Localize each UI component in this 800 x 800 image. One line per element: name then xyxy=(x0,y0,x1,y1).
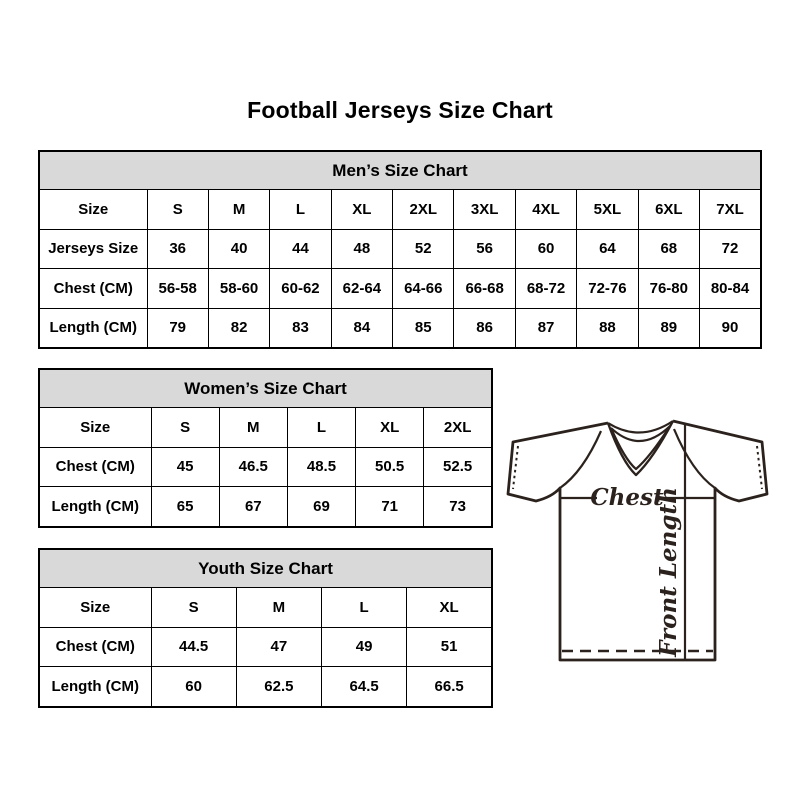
table-row xyxy=(39,190,761,230)
table-row xyxy=(39,447,492,487)
cell-value: 36 xyxy=(147,229,208,269)
row-label: Length (CM) xyxy=(39,667,151,707)
cell-value: S xyxy=(151,408,219,448)
table-title: Men’s Size Chart xyxy=(39,151,761,190)
youth-size-table-grid xyxy=(38,548,493,708)
cell-value: 56 xyxy=(454,229,515,269)
cell-value: S xyxy=(151,588,236,628)
cell-value: 62-64 xyxy=(331,269,392,309)
cell-value: 47 xyxy=(236,627,321,667)
table-title: Youth Size Chart xyxy=(39,549,492,588)
cell-value: 90 xyxy=(700,308,761,348)
cell-value: S xyxy=(147,190,208,230)
womens-size-table-grid xyxy=(38,368,493,528)
cell-value: 58-60 xyxy=(208,269,269,309)
table-title: Women’s Size Chart xyxy=(39,369,492,408)
cell-value: 72-76 xyxy=(577,269,638,309)
row-label: Length (CM) xyxy=(39,487,151,527)
jersey-left-cuff-stitch xyxy=(513,446,518,489)
jersey-left-armhole-seam xyxy=(560,431,601,488)
page-title: Football Jerseys Size Chart xyxy=(247,97,553,123)
cell-value: 64.5 xyxy=(322,667,407,707)
table-row xyxy=(39,667,492,707)
cell-value: 85 xyxy=(393,308,454,348)
cell-value: 5XL xyxy=(577,190,638,230)
chest-measure-label: Chest xyxy=(590,484,664,511)
cell-value: M xyxy=(208,190,269,230)
cell-value: 79 xyxy=(147,308,208,348)
cell-value: XL xyxy=(356,408,424,448)
row-label: Chest (CM) xyxy=(39,627,151,667)
row-label: Length (CM) xyxy=(39,308,147,348)
table-row xyxy=(39,308,761,348)
row-label: Size xyxy=(39,190,147,230)
cell-value: 44.5 xyxy=(151,627,236,667)
cell-value: 84 xyxy=(331,308,392,348)
table-row xyxy=(39,487,492,527)
jersey-outline xyxy=(508,421,767,660)
cell-value: 46.5 xyxy=(219,447,287,487)
cell-value: XL xyxy=(407,588,492,628)
youth-size-table xyxy=(38,548,493,708)
front-length-measure-label: Front Length xyxy=(655,487,682,657)
table-row xyxy=(39,408,492,448)
cell-value: 72 xyxy=(700,229,761,269)
cell-value: 76-80 xyxy=(638,269,699,309)
cell-value: 40 xyxy=(208,229,269,269)
cell-value: 4XL xyxy=(515,190,576,230)
cell-value: 62.5 xyxy=(236,667,321,707)
cell-value: 71 xyxy=(356,487,424,527)
cell-value: 66.5 xyxy=(407,667,492,707)
cell-value: 88 xyxy=(577,308,638,348)
cell-value: 86 xyxy=(454,308,515,348)
cell-value: 49 xyxy=(322,627,407,667)
cell-value: 73 xyxy=(424,487,492,527)
cell-value: 6XL xyxy=(638,190,699,230)
table-row xyxy=(39,229,761,269)
table-header-band xyxy=(39,549,492,588)
cell-value: M xyxy=(219,408,287,448)
jersey-right-cuff-stitch xyxy=(757,446,762,489)
cell-value: 2XL xyxy=(393,190,454,230)
cell-value: 64-66 xyxy=(393,269,454,309)
cell-value: 60 xyxy=(151,667,236,707)
table-header-band xyxy=(39,151,761,190)
cell-value: 51 xyxy=(407,627,492,667)
cell-value: 44 xyxy=(270,229,331,269)
cell-value: 48 xyxy=(331,229,392,269)
mens-size-table xyxy=(38,150,762,349)
table-header-band xyxy=(39,369,492,408)
row-label: Size xyxy=(39,408,151,448)
jersey-right-armhole-seam xyxy=(674,429,715,488)
row-label: Chest (CM) xyxy=(39,269,147,309)
mens-size-table-grid xyxy=(38,150,762,349)
cell-value: 50.5 xyxy=(356,447,424,487)
cell-value: L xyxy=(322,588,407,628)
row-label: Jerseys Size xyxy=(39,229,147,269)
cell-value: 68-72 xyxy=(515,269,576,309)
cell-value: 82 xyxy=(208,308,269,348)
cell-value: 65 xyxy=(151,487,219,527)
cell-value: 64 xyxy=(577,229,638,269)
cell-value: 69 xyxy=(287,487,355,527)
cell-value: 66-68 xyxy=(454,269,515,309)
cell-value: 60-62 xyxy=(270,269,331,309)
cell-value: 87 xyxy=(515,308,576,348)
cell-value: 67 xyxy=(219,487,287,527)
cell-value: L xyxy=(287,408,355,448)
cell-value: 52 xyxy=(393,229,454,269)
cell-value: 80-84 xyxy=(700,269,761,309)
cell-value: 2XL xyxy=(424,408,492,448)
cell-value: 89 xyxy=(638,308,699,348)
cell-value: M xyxy=(236,588,321,628)
table-row xyxy=(39,588,492,628)
cell-value: 68 xyxy=(638,229,699,269)
cell-value: 3XL xyxy=(454,190,515,230)
cell-value: 45 xyxy=(151,447,219,487)
cell-value: 60 xyxy=(515,229,576,269)
cell-value: 56-58 xyxy=(147,269,208,309)
row-label: Chest (CM) xyxy=(39,447,151,487)
row-label: Size xyxy=(39,588,151,628)
cell-value: 52.5 xyxy=(424,447,492,487)
cell-value: XL xyxy=(331,190,392,230)
cell-value: 7XL xyxy=(700,190,761,230)
jersey-measurement-diagram xyxy=(500,412,772,684)
cell-value: 83 xyxy=(270,308,331,348)
table-row xyxy=(39,269,761,309)
cell-value: L xyxy=(270,190,331,230)
womens-size-table xyxy=(38,368,493,528)
table-row xyxy=(39,627,492,667)
cell-value: 48.5 xyxy=(287,447,355,487)
